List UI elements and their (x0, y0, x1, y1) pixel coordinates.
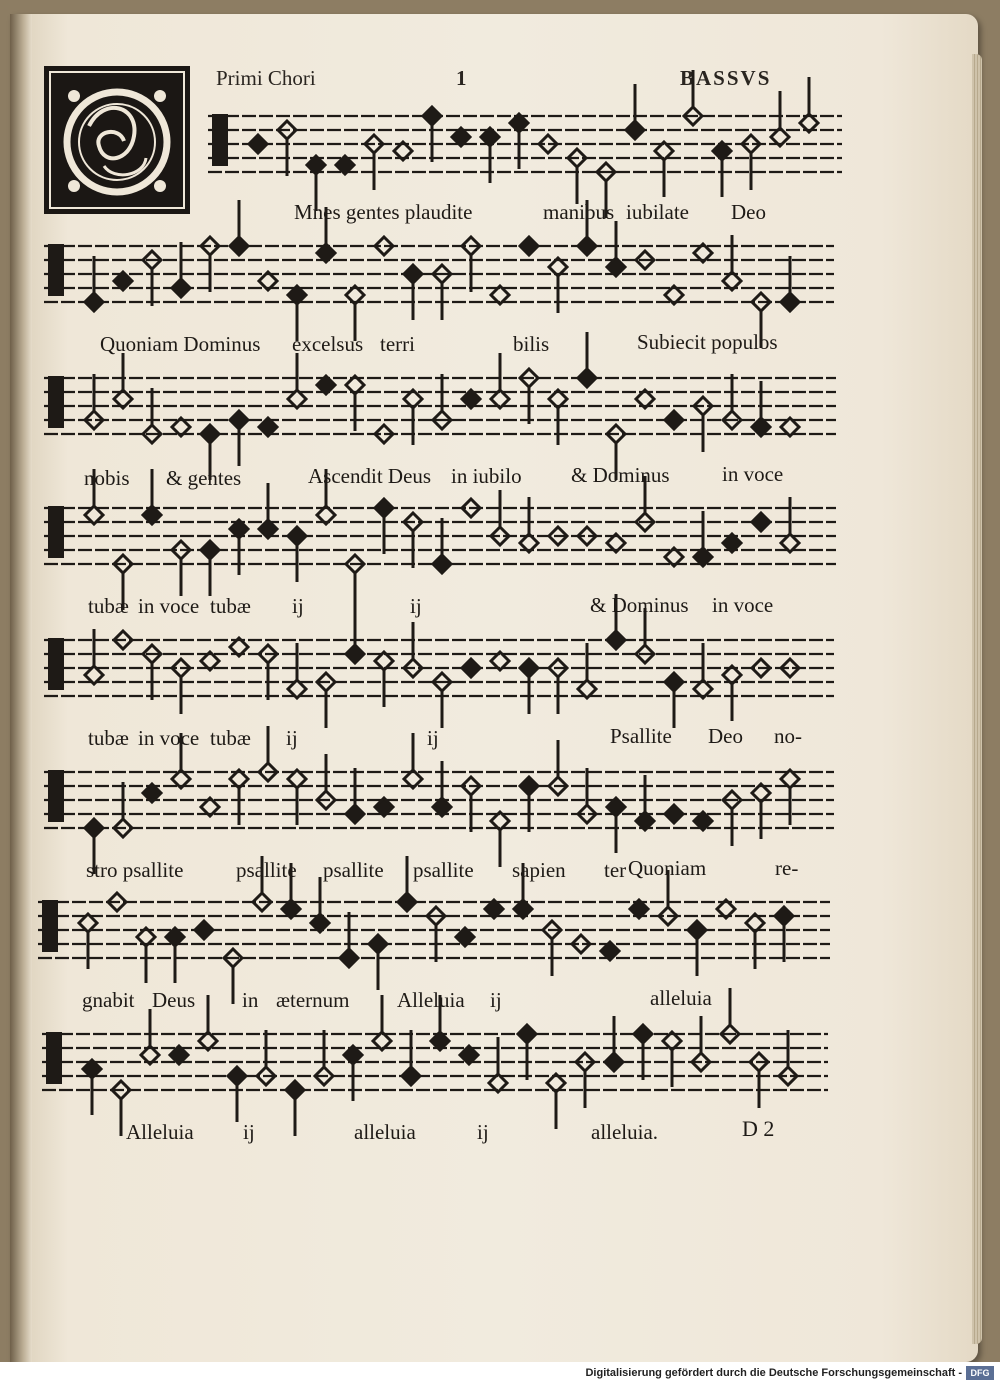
note-icon (398, 893, 416, 911)
lyric: psallite (413, 858, 474, 882)
lyric: ij (292, 594, 304, 618)
lyric: sapien (512, 858, 566, 882)
lyric: iubilate (626, 200, 689, 224)
note-icon (520, 659, 538, 677)
lyric: Ascendit Deus (308, 464, 432, 488)
lyric: Deus (152, 988, 196, 1012)
note-icon (520, 237, 538, 255)
lyric: nobis (84, 466, 130, 490)
note-icon (228, 1067, 246, 1085)
lyric: gnabit (82, 988, 135, 1012)
note-icon (230, 237, 248, 255)
staff (208, 70, 842, 218)
clef-icon (48, 376, 64, 428)
note-icon (607, 631, 625, 649)
note-icon (346, 805, 364, 823)
note-icon (369, 935, 387, 953)
lyric: & Dominus (590, 593, 689, 617)
lyric: in iubilo (451, 464, 522, 488)
lyric: Psallite (610, 724, 672, 748)
note-icon (665, 411, 683, 429)
staff (44, 469, 836, 610)
lyric: tubæ (210, 594, 251, 618)
lyric: manibus (543, 200, 615, 224)
lyric: æternum (276, 988, 350, 1012)
note-icon (288, 527, 306, 545)
note-icon (375, 499, 393, 517)
lyric: ij (243, 1120, 255, 1144)
note-icon (665, 805, 683, 823)
note-icon (346, 645, 364, 663)
note-icon (201, 541, 219, 559)
header-voice: BASSVS (680, 66, 772, 90)
clef-icon (46, 1032, 62, 1084)
note-icon (433, 555, 451, 573)
clef-icon (48, 770, 64, 822)
lyric: Quoniam (628, 856, 707, 880)
note-icon (249, 135, 267, 153)
note-icon (605, 1053, 623, 1071)
note-icon (781, 293, 799, 311)
footer-credit: Digitalisierung gefördert durch die Deutsche Forschungsgemeinschaft - (585, 1367, 962, 1379)
lyric: alleluia (650, 986, 712, 1010)
lyric: ij (490, 988, 502, 1012)
note-icon (85, 819, 103, 837)
lyric: alleluia (354, 1120, 416, 1144)
lyric: in voce (712, 593, 774, 617)
lyric: re- (775, 856, 799, 880)
clef-icon (42, 900, 58, 952)
lyric: Mnes gentes plaudite (294, 200, 473, 224)
lyric: & Dominus (571, 463, 670, 487)
clef-icon (48, 244, 64, 296)
note-icon (423, 107, 441, 125)
note-icon (518, 1025, 536, 1043)
lyric: ij (410, 594, 422, 618)
note-icon (688, 921, 706, 939)
note-icon (172, 279, 190, 297)
note-icon (340, 949, 358, 967)
lyric: tubæ (88, 726, 129, 750)
page-signature: D 2 (742, 1116, 775, 1141)
lyric: in voce (138, 726, 200, 750)
lyric: Subiecit populos (637, 330, 778, 354)
note-icon (665, 673, 683, 691)
lyric: psallite (236, 858, 297, 882)
lyric: in voce (722, 462, 784, 486)
dfg-logo: DFG (966, 1366, 994, 1380)
lyric: no- (774, 724, 802, 748)
note-icon (201, 425, 219, 443)
note-icon (578, 237, 596, 255)
note-icon (230, 411, 248, 429)
note-icon (286, 1081, 304, 1099)
lyric: ij (427, 726, 439, 750)
lyric: Deo (731, 200, 766, 224)
lyric: stro psallite (86, 858, 184, 882)
note-icon (85, 293, 103, 311)
note-icon (402, 1067, 420, 1085)
header-part: Primi Chori (216, 66, 316, 90)
lyric: bilis (513, 332, 550, 356)
lyric: Deo (708, 724, 743, 748)
header-page-mark: 1 (456, 66, 467, 90)
lyric: in voce (138, 594, 200, 618)
clef-icon (48, 506, 64, 558)
lyric: Alleluia (126, 1120, 194, 1144)
clef-icon (212, 114, 228, 166)
lyric: Quoniam Dominus (100, 332, 261, 356)
note-icon (634, 1025, 652, 1043)
lyric: psallite (323, 858, 384, 882)
note-icon (752, 513, 770, 531)
clef-icon (48, 638, 64, 690)
lyric: in (242, 988, 259, 1012)
note-icon (775, 907, 793, 925)
lyric: alleluia. (591, 1120, 659, 1144)
note-icon (462, 659, 480, 677)
lyric: excelsus (292, 332, 364, 356)
note-icon (626, 121, 644, 139)
lyric: Alleluia (397, 988, 465, 1012)
lyric: ij (477, 1120, 489, 1144)
lyric: ter (604, 858, 627, 882)
lyric: terri (380, 332, 415, 356)
note-icon (195, 921, 213, 939)
note-icon (404, 265, 422, 283)
lyric: ij (286, 726, 298, 750)
lyric: tubæ (88, 594, 129, 618)
lyric: & gentes (166, 466, 242, 490)
note-icon (578, 369, 596, 387)
lyric: tubæ (210, 726, 251, 750)
note-icon (520, 777, 538, 795)
